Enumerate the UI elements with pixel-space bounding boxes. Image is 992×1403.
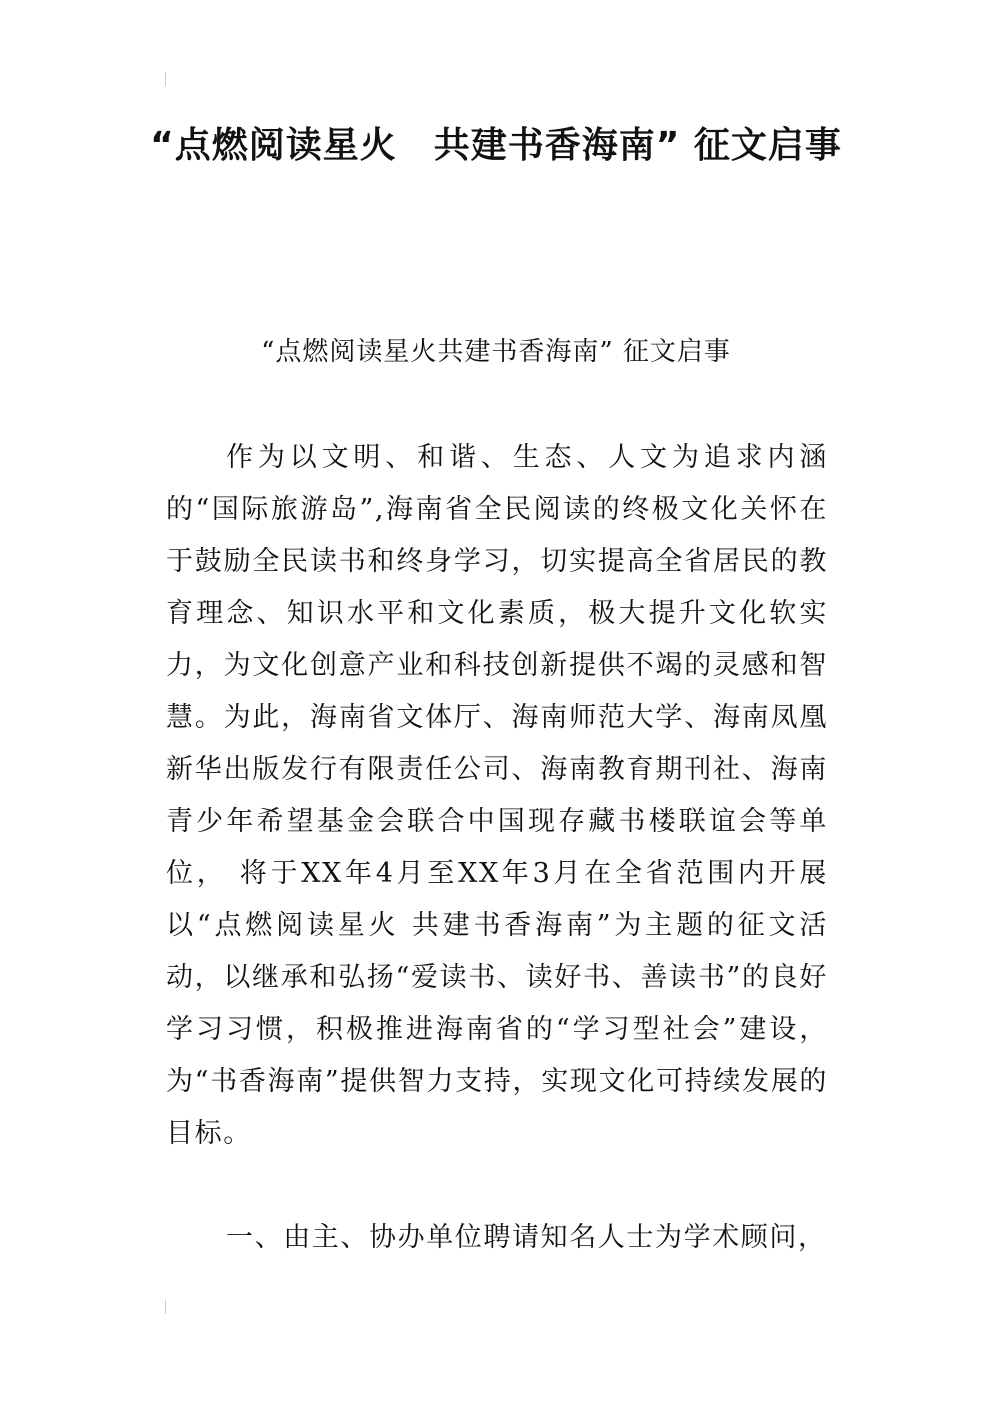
margin-mark-top — [165, 72, 166, 86]
body-paragraph-intro: 作为以文明、和谐、生态、人文为追求内涵的“国际旅游岛”,海南省全民阅读的终极文化关怀在于鼓励全民读书和终身学习，切实提高全省居民的教育理念、知识水平和文化素质，极大提升文化软实力，为文化创意产业和科技创新提供不竭的灵感和智慧。为此，海南省文体厅、海南师范大学、海南凤凰新华出版发行有限责任公司、海南教育期刊社、海南青少年希望基金会联合中国现存藏书楼联谊会等单位， 将于XX年4月至XX年3月在全省范围内开展以“点燃阅读星火 共建书香海南”为主题的征文活动，以继承和弘扬“爱读书、读好书、善读书”的良好学习习惯，积极推进海南省的“学习型社会”建设，为“书香海南”提供智力支持，实现文化可持续发展的目标。 — [166, 442, 828, 1149]
document-subtitle: “点燃阅读星火共建书香海南” 征文启事 — [261, 337, 731, 367]
margin-mark-bottom — [165, 1300, 166, 1314]
document-title: “点燃阅读星火 共建书香海南” 征文启事 — [150, 125, 842, 166]
body-paragraph-section-one: 一、由主、协办单位聘请知名人士为学术顾问， — [226, 1222, 827, 1253]
